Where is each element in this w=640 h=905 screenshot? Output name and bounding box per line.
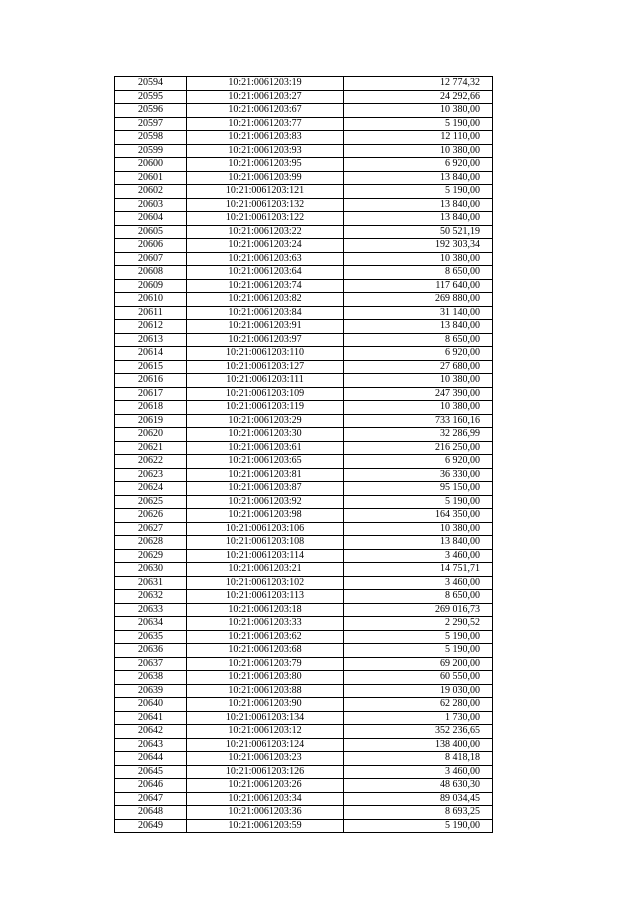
cadastral-number-cell: 10:21:0061203:82	[187, 293, 344, 307]
row-number-cell: 20625	[115, 495, 187, 509]
cadastral-number-cell: 10:21:0061203:23	[187, 752, 344, 766]
row-number-cell: 20628	[115, 536, 187, 550]
table-row	[115, 603, 493, 617]
amount-cell: 117 640,00	[344, 279, 493, 293]
amount-cell: 8 650,00	[344, 590, 493, 604]
table-row	[115, 495, 493, 509]
amount-cell: 69 200,00	[344, 657, 493, 671]
cadastral-number-cell: 10:21:0061203:126	[187, 765, 344, 779]
amount-cell: 13 840,00	[344, 212, 493, 226]
cadastral-number-cell: 10:21:0061203:88	[187, 684, 344, 698]
amount-cell: 95 150,00	[344, 482, 493, 496]
cadastral-number-cell: 10:21:0061203:95	[187, 158, 344, 172]
cadastral-number-cell: 10:21:0061203:65	[187, 455, 344, 469]
table-row	[115, 779, 493, 793]
amount-cell: 5 190,00	[344, 185, 493, 199]
row-number-cell: 20612	[115, 320, 187, 334]
cadastral-number-cell: 10:21:0061203:121	[187, 185, 344, 199]
cadastral-number-cell: 10:21:0061203:132	[187, 198, 344, 212]
table-row	[115, 266, 493, 280]
table-row	[115, 630, 493, 644]
cadastral-number-cell: 10:21:0061203:79	[187, 657, 344, 671]
row-number-cell: 20607	[115, 252, 187, 266]
cadastral-number-cell: 10:21:0061203:26	[187, 779, 344, 793]
row-number-cell: 20603	[115, 198, 187, 212]
row-number-cell: 20632	[115, 590, 187, 604]
cadastral-number-cell: 10:21:0061203:74	[187, 279, 344, 293]
table-row	[115, 347, 493, 361]
cadastral-number-cell: 10:21:0061203:61	[187, 441, 344, 455]
row-number-cell: 20617	[115, 387, 187, 401]
table-row	[115, 536, 493, 550]
amount-cell: 5 190,00	[344, 117, 493, 131]
table-row	[115, 657, 493, 671]
row-number-cell: 20647	[115, 792, 187, 806]
table-row	[115, 765, 493, 779]
row-number-cell: 20638	[115, 671, 187, 685]
amount-cell: 138 400,00	[344, 738, 493, 752]
cadastral-number-cell: 10:21:0061203:97	[187, 333, 344, 347]
amount-cell: 10 380,00	[344, 252, 493, 266]
cadastral-number-cell: 10:21:0061203:81	[187, 468, 344, 482]
amount-cell: 10 380,00	[344, 104, 493, 118]
cadastral-number-cell: 10:21:0061203:122	[187, 212, 344, 226]
row-number-cell: 20595	[115, 90, 187, 104]
row-number-cell: 20596	[115, 104, 187, 118]
row-number-cell: 20643	[115, 738, 187, 752]
amount-cell: 36 330,00	[344, 468, 493, 482]
cadastral-number-cell: 10:21:0061203:19	[187, 77, 344, 91]
amount-cell: 247 390,00	[344, 387, 493, 401]
amount-cell: 13 840,00	[344, 171, 493, 185]
amount-cell: 10 380,00	[344, 374, 493, 388]
cadastral-number-cell: 10:21:0061203:80	[187, 671, 344, 685]
amount-cell: 32 286,99	[344, 428, 493, 442]
row-number-cell: 20629	[115, 549, 187, 563]
cadastral-number-cell: 10:21:0061203:119	[187, 401, 344, 415]
cadastral-number-cell: 10:21:0061203:108	[187, 536, 344, 550]
amount-cell: 3 460,00	[344, 576, 493, 590]
cadastral-number-cell: 10:21:0061203:33	[187, 617, 344, 631]
cadastral-number-cell: 10:21:0061203:34	[187, 792, 344, 806]
row-number-cell: 20624	[115, 482, 187, 496]
row-number-cell: 20613	[115, 333, 187, 347]
cadastral-number-cell: 10:21:0061203:67	[187, 104, 344, 118]
table-row	[115, 225, 493, 239]
row-number-cell: 20623	[115, 468, 187, 482]
table-row	[115, 819, 493, 833]
amount-cell: 733 160,16	[344, 414, 493, 428]
table-row	[115, 90, 493, 104]
cadastral-number-cell: 10:21:0061203:110	[187, 347, 344, 361]
cadastral-number-cell: 10:21:0061203:63	[187, 252, 344, 266]
table-row	[115, 549, 493, 563]
row-number-cell: 20645	[115, 765, 187, 779]
table-row	[115, 212, 493, 226]
cadastral-number-cell: 10:21:0061203:22	[187, 225, 344, 239]
table-body	[115, 77, 493, 833]
row-number-cell: 20631	[115, 576, 187, 590]
cadastral-number-cell: 10:21:0061203:98	[187, 509, 344, 523]
amount-cell: 2 290,52	[344, 617, 493, 631]
cadastral-number-cell: 10:21:0061203:59	[187, 819, 344, 833]
row-number-cell: 20602	[115, 185, 187, 199]
cadastral-number-cell: 10:21:0061203:84	[187, 306, 344, 320]
table-row	[115, 738, 493, 752]
cadastral-number-cell: 10:21:0061203:114	[187, 549, 344, 563]
table-row	[115, 320, 493, 334]
amount-cell: 24 292,66	[344, 90, 493, 104]
cadastral-number-cell: 10:21:0061203:93	[187, 144, 344, 158]
cadastral-number-cell: 10:21:0061203:91	[187, 320, 344, 334]
row-number-cell: 20635	[115, 630, 187, 644]
amount-cell: 12 774,32	[344, 77, 493, 91]
amount-cell: 1 730,00	[344, 711, 493, 725]
row-number-cell: 20609	[115, 279, 187, 293]
table-row	[115, 239, 493, 253]
row-number-cell: 20620	[115, 428, 187, 442]
row-number-cell: 20600	[115, 158, 187, 172]
row-number-cell: 20649	[115, 819, 187, 833]
amount-cell: 8 650,00	[344, 266, 493, 280]
row-number-cell: 20630	[115, 563, 187, 577]
cadastral-number-cell: 10:21:0061203:12	[187, 725, 344, 739]
row-number-cell: 20644	[115, 752, 187, 766]
table-row	[115, 252, 493, 266]
table-row	[115, 401, 493, 415]
row-number-cell: 20633	[115, 603, 187, 617]
table-row	[115, 711, 493, 725]
row-number-cell: 20619	[115, 414, 187, 428]
amount-cell: 216 250,00	[344, 441, 493, 455]
table-row	[115, 158, 493, 172]
cadastral-number-cell: 10:21:0061203:102	[187, 576, 344, 590]
cadastral-number-cell: 10:21:0061203:68	[187, 644, 344, 658]
cadastral-number-cell: 10:21:0061203:30	[187, 428, 344, 442]
cadastral-number-cell: 10:21:0061203:92	[187, 495, 344, 509]
cadastral-number-cell: 10:21:0061203:83	[187, 131, 344, 145]
amount-cell: 60 550,00	[344, 671, 493, 685]
row-number-cell: 20640	[115, 698, 187, 712]
row-number-cell: 20606	[115, 239, 187, 253]
table-row	[115, 644, 493, 658]
cadastral-number-cell: 10:21:0061203:87	[187, 482, 344, 496]
row-number-cell: 20626	[115, 509, 187, 523]
row-number-cell: 20648	[115, 806, 187, 820]
row-number-cell: 20621	[115, 441, 187, 455]
cadastral-number-cell: 10:21:0061203:124	[187, 738, 344, 752]
row-number-cell: 20614	[115, 347, 187, 361]
cadastral-number-cell: 10:21:0061203:111	[187, 374, 344, 388]
row-number-cell: 20611	[115, 306, 187, 320]
cadastral-number-cell: 10:21:0061203:109	[187, 387, 344, 401]
table-row	[115, 752, 493, 766]
table-row	[115, 333, 493, 347]
row-number-cell: 20637	[115, 657, 187, 671]
row-number-cell: 20618	[115, 401, 187, 415]
table-row	[115, 414, 493, 428]
amount-cell: 5 190,00	[344, 495, 493, 509]
table-row	[115, 198, 493, 212]
cadastral-number-cell: 10:21:0061203:24	[187, 239, 344, 253]
amount-cell: 269 016,73	[344, 603, 493, 617]
amount-cell: 192 303,34	[344, 239, 493, 253]
amount-cell: 3 460,00	[344, 549, 493, 563]
amount-cell: 352 236,65	[344, 725, 493, 739]
amount-cell: 3 460,00	[344, 765, 493, 779]
row-number-cell: 20598	[115, 131, 187, 145]
table-row	[115, 671, 493, 685]
row-number-cell: 20646	[115, 779, 187, 793]
amount-cell: 8 418,18	[344, 752, 493, 766]
cadastral-number-cell: 10:21:0061203:134	[187, 711, 344, 725]
table-row	[115, 171, 493, 185]
amount-cell: 5 190,00	[344, 819, 493, 833]
row-number-cell: 20642	[115, 725, 187, 739]
amount-cell: 14 751,71	[344, 563, 493, 577]
row-number-cell: 20608	[115, 266, 187, 280]
amount-cell: 10 380,00	[344, 401, 493, 415]
row-number-cell: 20627	[115, 522, 187, 536]
table-row	[115, 131, 493, 145]
amount-cell: 164 350,00	[344, 509, 493, 523]
cadastral-number-cell: 10:21:0061203:29	[187, 414, 344, 428]
row-number-cell: 20599	[115, 144, 187, 158]
amount-cell: 6 920,00	[344, 455, 493, 469]
row-number-cell: 20622	[115, 455, 187, 469]
table-row	[115, 684, 493, 698]
amount-cell: 13 840,00	[344, 198, 493, 212]
table-row	[115, 387, 493, 401]
cadastral-number-cell: 10:21:0061203:90	[187, 698, 344, 712]
row-number-cell: 20594	[115, 77, 187, 91]
cadastral-number-cell: 10:21:0061203:21	[187, 563, 344, 577]
cadastral-number-cell: 10:21:0061203:64	[187, 266, 344, 280]
amount-cell: 13 840,00	[344, 320, 493, 334]
table-row	[115, 509, 493, 523]
row-number-cell: 20597	[115, 117, 187, 131]
cadastral-number-cell: 10:21:0061203:36	[187, 806, 344, 820]
cadastral-number-cell: 10:21:0061203:77	[187, 117, 344, 131]
table-row	[115, 792, 493, 806]
table-row	[115, 104, 493, 118]
row-number-cell: 20639	[115, 684, 187, 698]
cadastral-number-cell: 10:21:0061203:27	[187, 90, 344, 104]
amount-cell: 8 650,00	[344, 333, 493, 347]
table-row	[115, 455, 493, 469]
table-row	[115, 617, 493, 631]
row-number-cell: 20601	[115, 171, 187, 185]
row-number-cell: 20605	[115, 225, 187, 239]
table-row	[115, 576, 493, 590]
amount-cell: 50 521,19	[344, 225, 493, 239]
row-number-cell: 20636	[115, 644, 187, 658]
table-row	[115, 306, 493, 320]
cadastral-number-cell: 10:21:0061203:62	[187, 630, 344, 644]
row-number-cell: 20610	[115, 293, 187, 307]
amount-cell: 10 380,00	[344, 522, 493, 536]
table-row	[115, 698, 493, 712]
table-row	[115, 806, 493, 820]
cadastral-number-cell: 10:21:0061203:18	[187, 603, 344, 617]
amount-cell: 48 630,30	[344, 779, 493, 793]
table-row	[115, 522, 493, 536]
amount-cell: 6 920,00	[344, 347, 493, 361]
table-row	[115, 144, 493, 158]
row-number-cell: 20634	[115, 617, 187, 631]
amount-cell: 19 030,00	[344, 684, 493, 698]
table-row	[115, 185, 493, 199]
amount-cell: 10 380,00	[344, 144, 493, 158]
table-row	[115, 590, 493, 604]
table-row	[115, 279, 493, 293]
cadastral-number-cell: 10:21:0061203:99	[187, 171, 344, 185]
amount-cell: 12 110,00	[344, 131, 493, 145]
row-number-cell: 20615	[115, 360, 187, 374]
amount-cell: 89 034,45	[344, 792, 493, 806]
table-row	[115, 482, 493, 496]
table-row	[115, 374, 493, 388]
cadastral-number-cell: 10:21:0061203:127	[187, 360, 344, 374]
amount-cell: 31 140,00	[344, 306, 493, 320]
amount-cell: 27 680,00	[344, 360, 493, 374]
row-number-cell: 20641	[115, 711, 187, 725]
amount-cell: 6 920,00	[344, 158, 493, 172]
cadastral-number-cell: 10:21:0061203:113	[187, 590, 344, 604]
amount-cell: 269 880,00	[344, 293, 493, 307]
row-number-cell: 20604	[115, 212, 187, 226]
amount-cell: 5 190,00	[344, 630, 493, 644]
amount-cell: 13 840,00	[344, 536, 493, 550]
table-row	[115, 468, 493, 482]
table-row	[115, 360, 493, 374]
amount-cell: 8 693,25	[344, 806, 493, 820]
table-row	[115, 563, 493, 577]
table-row	[115, 117, 493, 131]
table-row	[115, 293, 493, 307]
table-row	[115, 428, 493, 442]
data-table	[114, 76, 493, 833]
table-row	[115, 725, 493, 739]
cadastral-number-cell: 10:21:0061203:106	[187, 522, 344, 536]
amount-cell: 5 190,00	[344, 644, 493, 658]
row-number-cell: 20616	[115, 374, 187, 388]
table-row	[115, 77, 493, 91]
table-row	[115, 441, 493, 455]
amount-cell: 62 280,00	[344, 698, 493, 712]
